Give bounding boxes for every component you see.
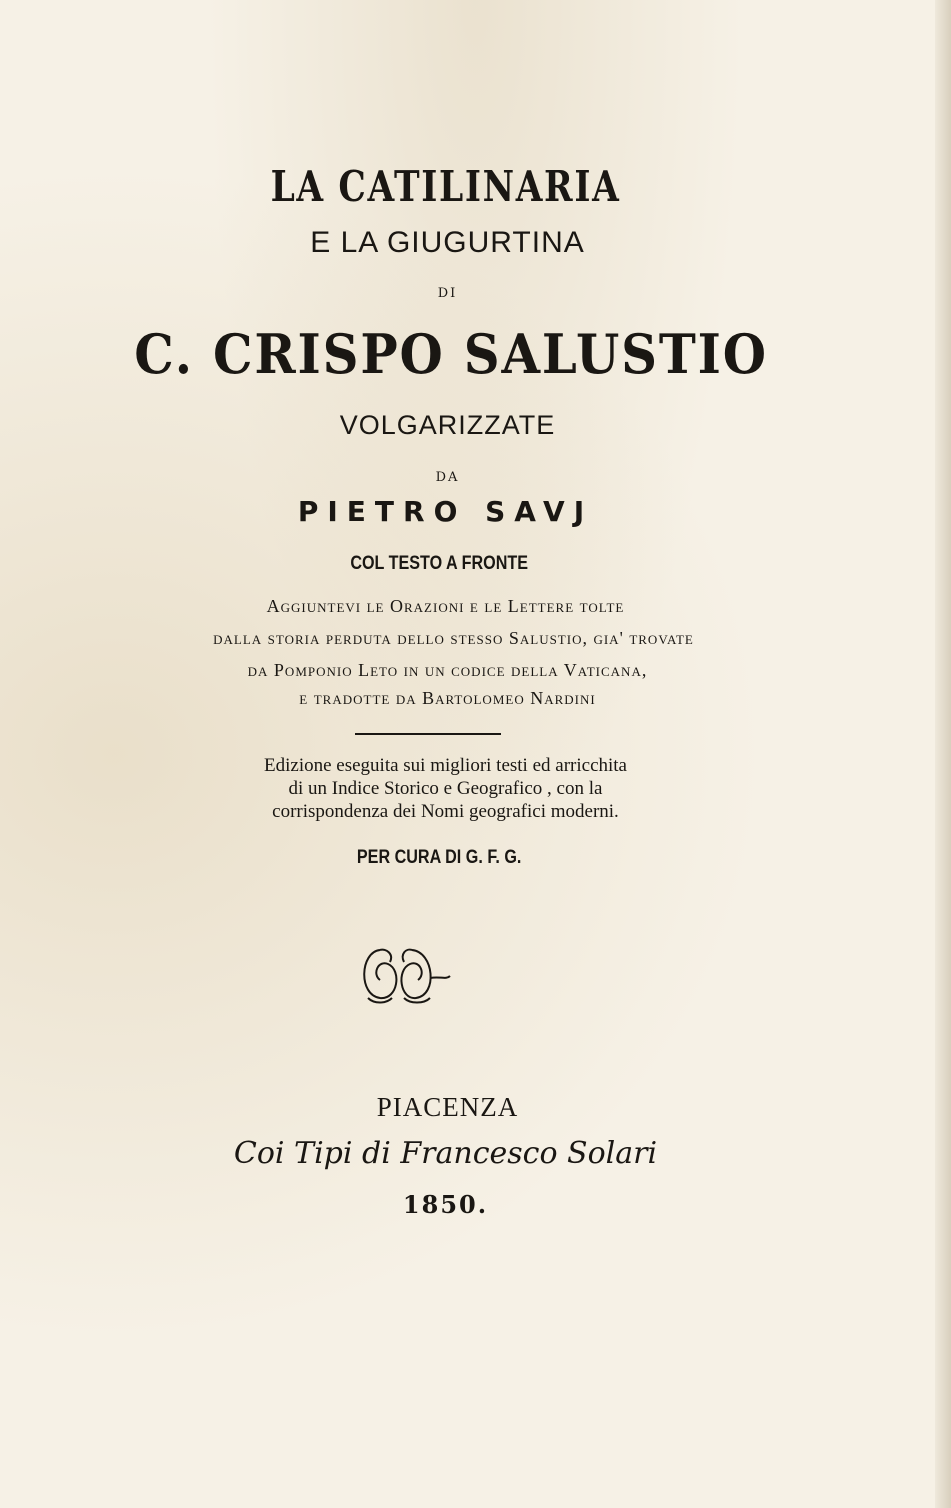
addenda-line-3: da Pomponio Leto in un codice della Vaticana, (247, 660, 648, 680)
edition-line-3: corrispondenza dei Nomi geografici moderni. (272, 801, 619, 822)
volgarizzate-label: VOLGARIZZATE (339, 410, 556, 440)
col-testo-line: COL TESTO A FRONTE (350, 553, 528, 574)
divider-rule (355, 733, 501, 735)
title-line-1: LA CATILINARIA (270, 162, 621, 211)
imprint-city: PIACENZA (376, 1092, 519, 1122)
author-name: C. CRISPO SALUSTIO (134, 322, 768, 386)
translator-name: PIETRO SAVJ (297, 495, 594, 528)
imprint-year: 1850. (402, 1190, 489, 1219)
edition-line-2: di un Indice Storico e Geografico , con la (288, 778, 603, 799)
addenda-line-4: e tradotte da Bartolomeo Nardini (299, 688, 596, 708)
edition-line-1: Edizione eseguita sui migliori testi ed arricchita (264, 755, 627, 776)
page-edge (935, 0, 951, 1508)
title-line-2: E LA GIUGURTINA (310, 226, 585, 259)
addenda-line-2: dalla storia perduta dello stesso Salustio, gia' trovate (213, 628, 694, 648)
addenda-line-1: Aggiuntevi le Orazioni e le Lettere tolte (266, 596, 625, 616)
title-di: DI (437, 286, 458, 301)
editor-line: PER CURA DI G. F. G. (356, 847, 522, 868)
imprint-printer: Coi Tipi di Francesco Solari (233, 1136, 658, 1171)
title-da: DA (435, 470, 460, 485)
printer-ornament-icon (350, 940, 460, 1010)
